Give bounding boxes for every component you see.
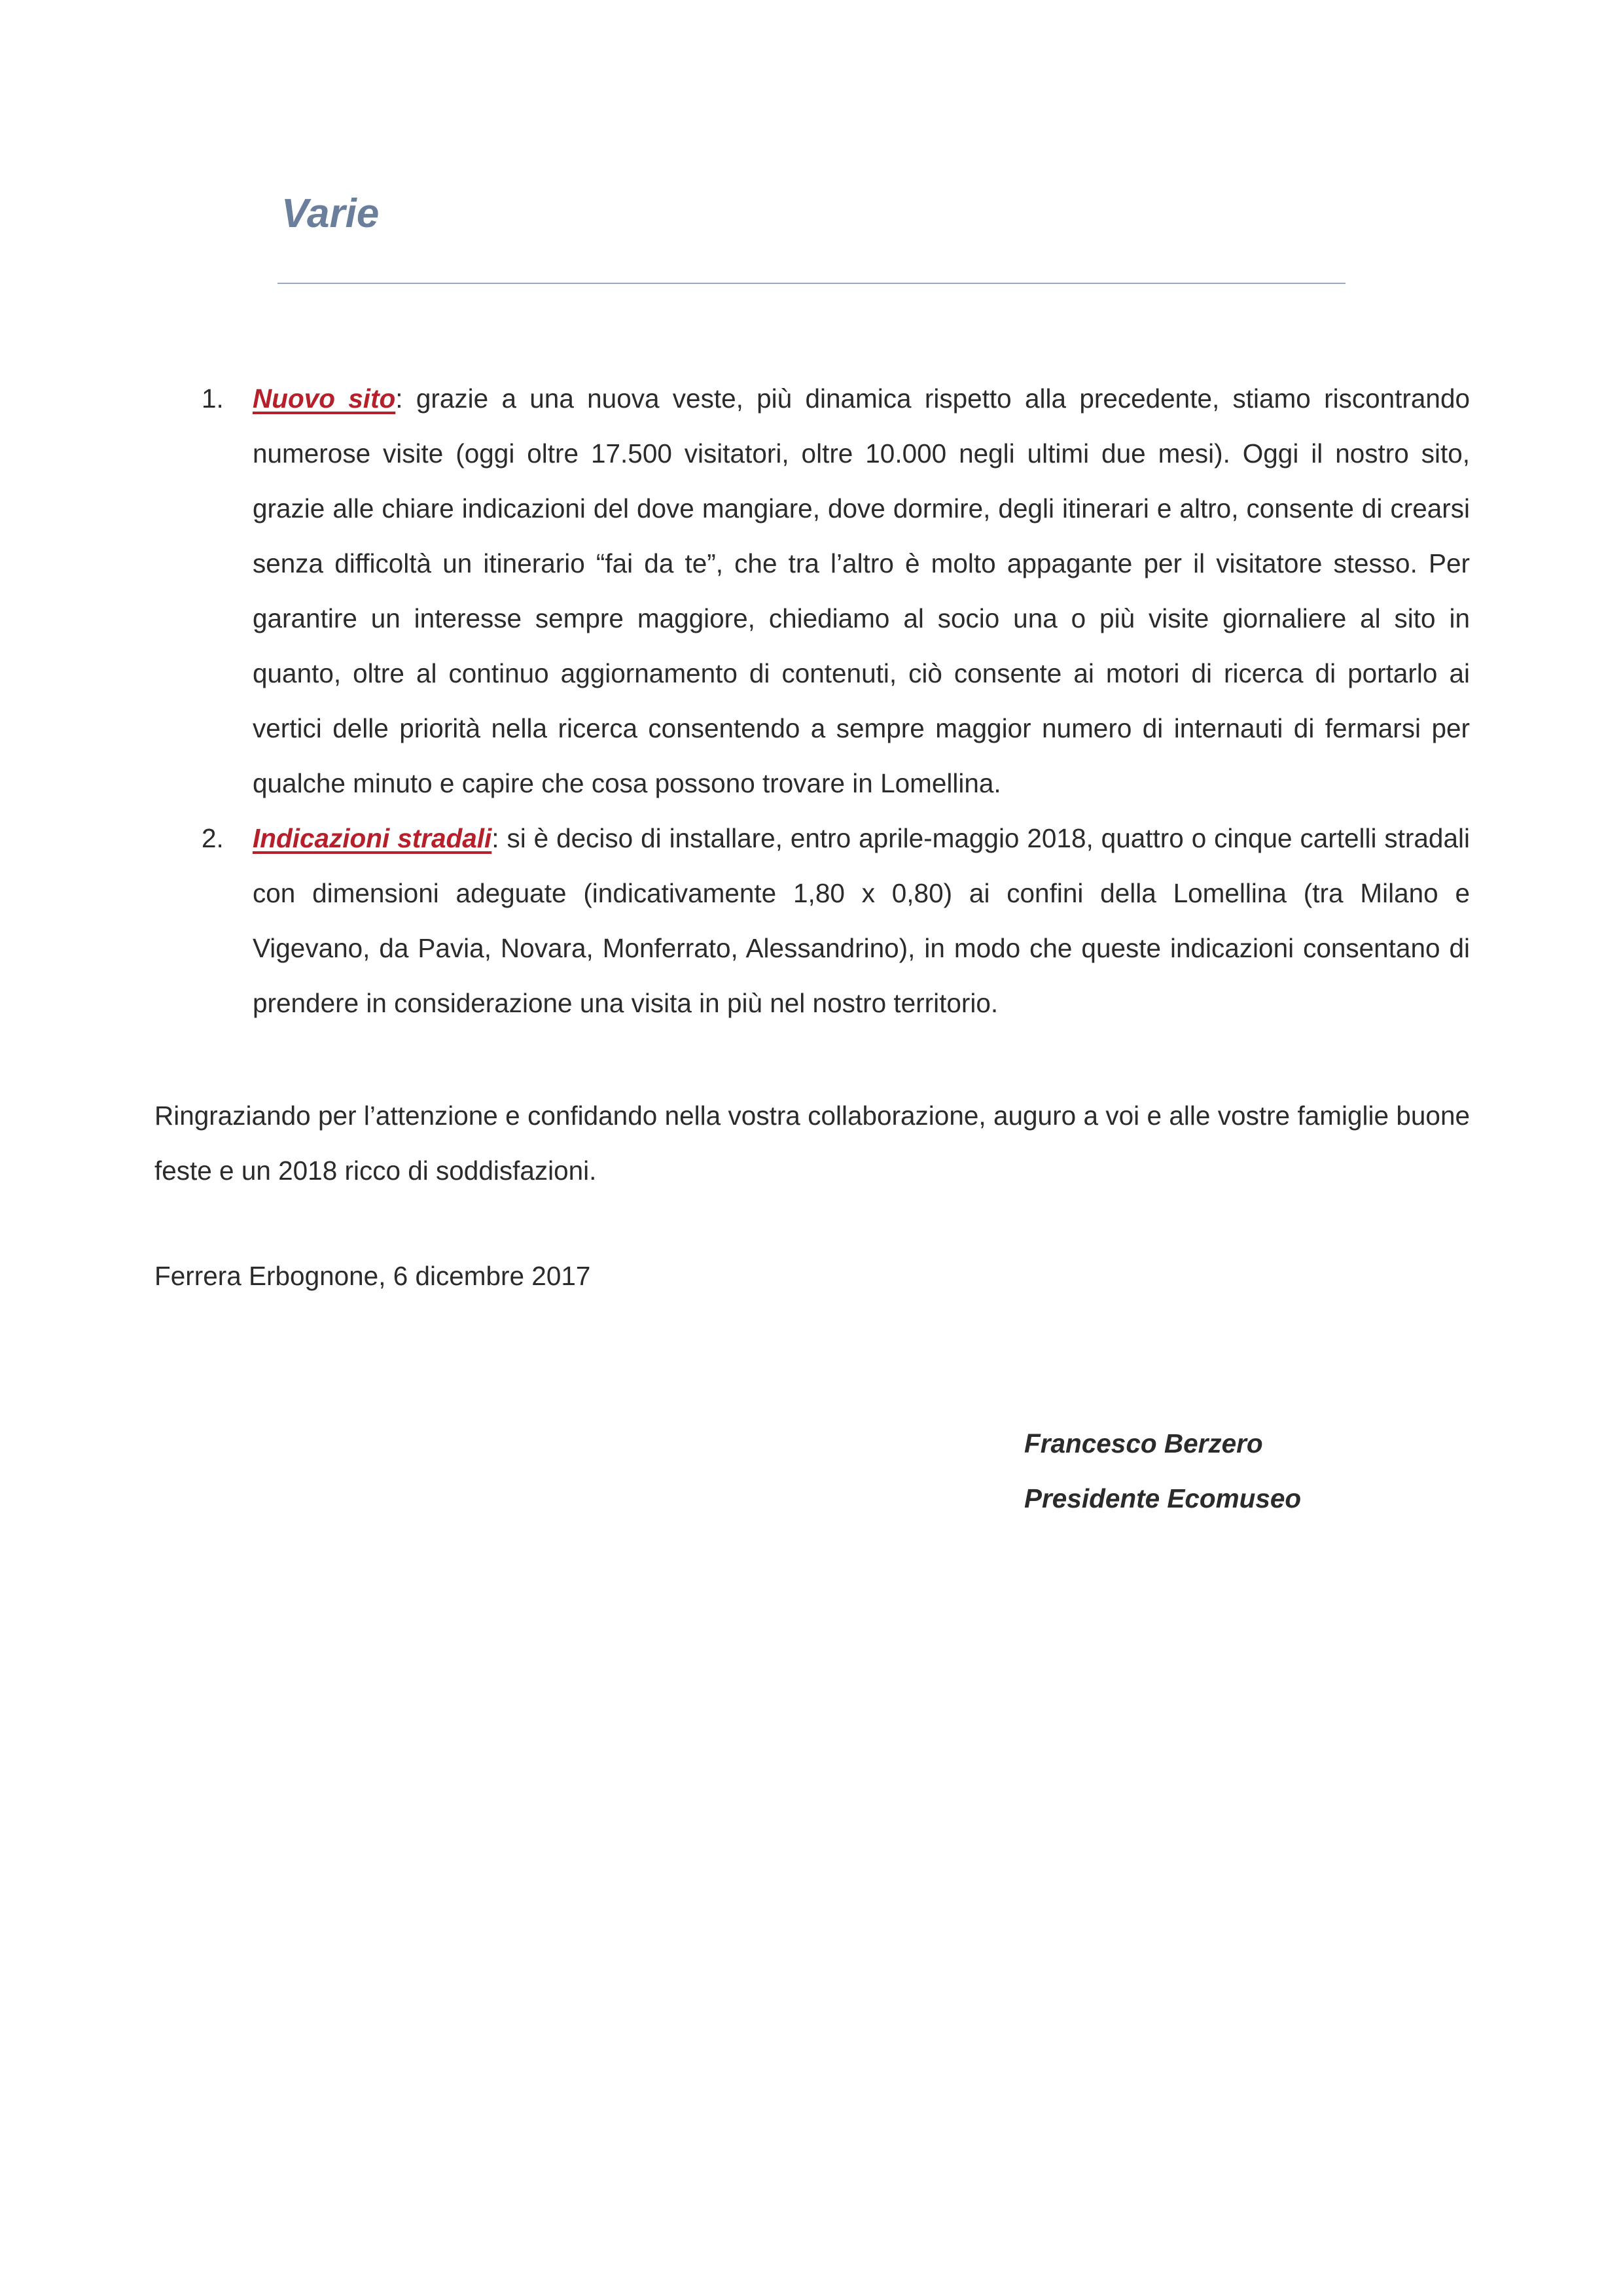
signature-name: Francesco Berzero bbox=[1024, 1428, 1263, 1458]
list-item-number: 1. bbox=[202, 383, 224, 414]
list-item-text: : grazie a una nuova veste, più dinamica rispetto alla precedente, stiamo riscontrando numerose visite (oggi oltre 17.500 visitatori, oltre 10.000 negli ultimi due mesi). Oggi il nostro sito, grazie alle chiare indicazioni del dove mangiare, dove dormire, degli itinerari e altro, consente di crearsi senza difficoltà un itinerario “fai da te”, che tra l’altro è molto appagante per il visitatore stesso. Per garantire un interesse sempre maggiore, chiediamo al socio una o più visite giornaliere al sito in quanto, oltre al continuo aggiornamento di contenuti, ciò consente ai motori di ricerca di portarlo ai vertici delle priorità nella ricerca consentendo a sempre maggior numero di internauti di fermarsi per qualche minuto e capire che cosa possono trovare in Lomellina. bbox=[253, 383, 1470, 798]
list-item-text: : si è deciso di installare, entro aprile-maggio 2018, quattro o cinque cartelli stradali con dimensioni adeguate (indicativamente 1,80 x 0,80) ai confini della Lomellina (tra Milano e Vigevano, da Pavia, Novara, Monferrato, Alessandrino), in modo che queste indicazioni consentano di prendere in considerazione una visita in più nel nostro territorio. bbox=[253, 823, 1470, 1018]
section-title: Varie bbox=[281, 191, 380, 236]
numbered-list bbox=[154, 371, 1470, 1031]
list-item-number: 2. bbox=[202, 823, 224, 853]
list-item-title: Nuovo sito bbox=[253, 383, 396, 414]
list-item-nuovo-sito bbox=[154, 371, 1470, 811]
list-item-indicazioni-stradali bbox=[154, 811, 1470, 1031]
signature-role: Presidente Ecomuseo bbox=[1024, 1483, 1302, 1513]
title-divider bbox=[277, 283, 1346, 284]
signature-block bbox=[1024, 1416, 1301, 1526]
list-item-title: Indicazioni stradali bbox=[253, 823, 492, 853]
closing-paragraph: Ringraziando per l’attenzione e confidando nella vostra collaborazione, auguro a voi e alle vostre famiglie buone feste e un 2018 ricco di soddisfazioni. bbox=[154, 1101, 1470, 1186]
place-date: Ferrera Erbognone, 6 dicembre 2017 bbox=[154, 1261, 591, 1291]
